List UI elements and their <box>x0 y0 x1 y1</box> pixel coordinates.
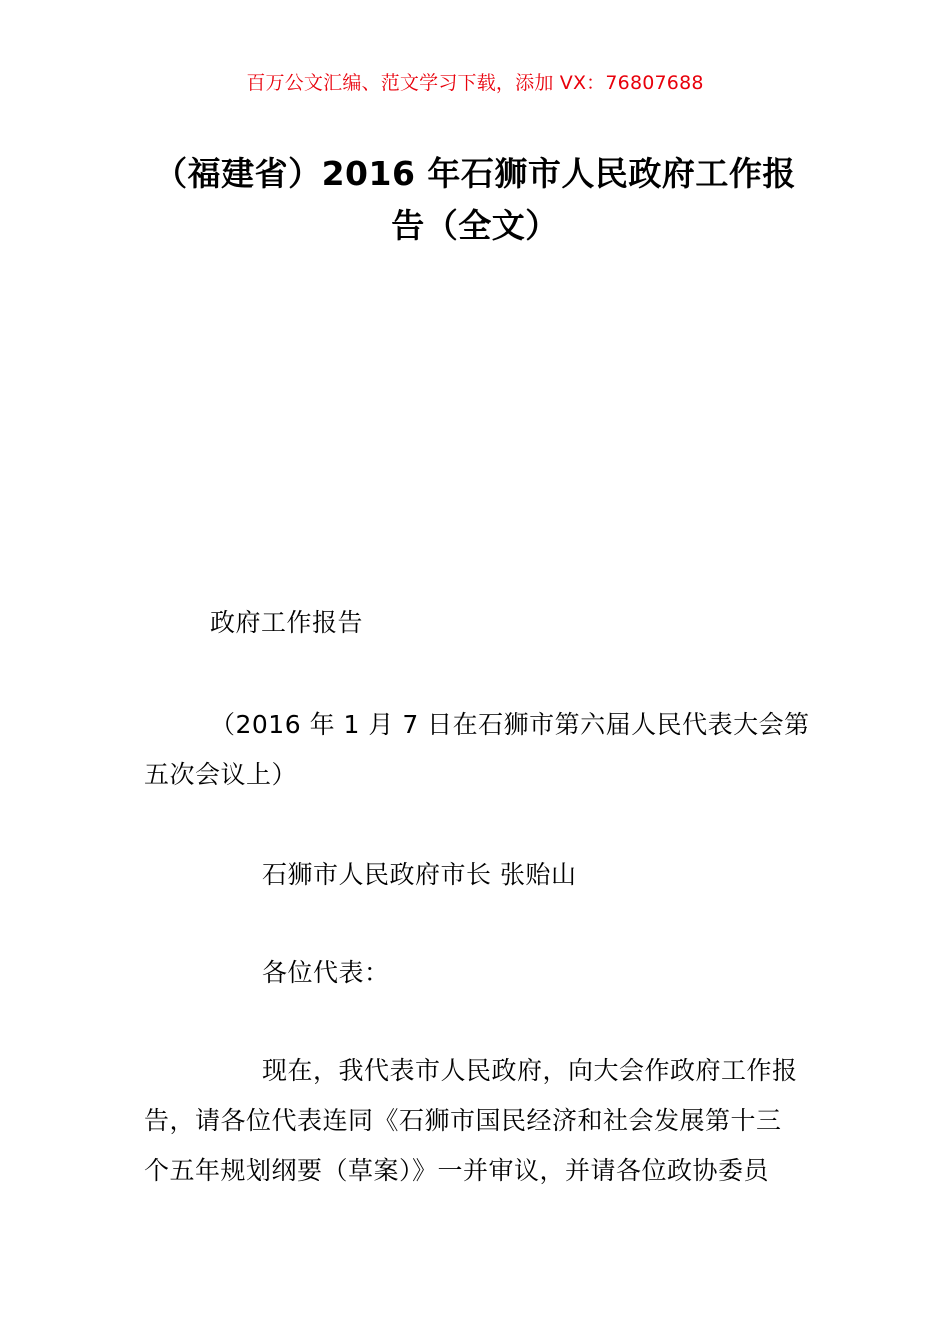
session-line-2: 五次会议上） <box>144 760 298 789</box>
session-line-1: （2016 年 1 月 7 日在石狮市第六届人民代表大会第 <box>210 710 810 739</box>
title-line-1: （福建省）2016 年石狮市人民政府工作报 <box>154 154 796 193</box>
promo-banner: 百万公文汇编、范文学习下载，添加 VX：76807688 <box>246 72 704 94</box>
report-heading: 政府工作报告 <box>210 608 364 637</box>
title-line-2: 告（全文） <box>391 206 559 245</box>
salutation: 各位代表： <box>262 958 390 987</box>
speaker-line: 石狮市人民政府市长 张贻山 <box>262 860 577 889</box>
body-line-2: 告，请各位代表连同《石狮市国民经济和社会发展第十三 <box>144 1106 782 1135</box>
session-note <box>144 700 810 800</box>
body-line-1: 现在，我代表市人民政府，向大会作政府工作报 <box>262 1056 798 1085</box>
document-title <box>120 148 830 252</box>
body-paragraph <box>144 1046 810 1196</box>
body-line-3: 个五年规划纲要（草案）》一并审议，并请各位政协委员 <box>144 1156 770 1185</box>
